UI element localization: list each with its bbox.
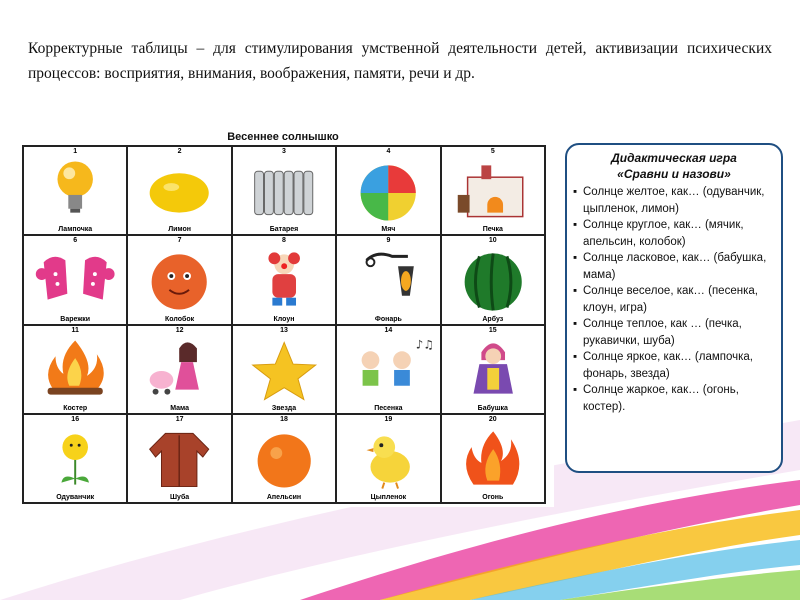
grandmother-icon [442, 334, 544, 404]
table-cell [127, 235, 231, 324]
radiator-icon [233, 155, 335, 225]
list-item: ▪ Солнце яркое, как… (лампочка, фонарь, звезда) [573, 351, 754, 380]
dandelion-icon [24, 423, 126, 493]
table-cell [23, 146, 127, 235]
table-cell [127, 414, 231, 503]
cell-label: Лимон [168, 226, 191, 234]
game-title-line1: Дидактическая игра [611, 151, 737, 165]
star-icon [233, 334, 335, 404]
lantern-icon [337, 244, 439, 314]
cell-number: 13 [280, 326, 288, 334]
list-item: ▪ Солнце круглое, как… (мячик, апельсин, колобок) [573, 219, 744, 248]
fur-coat-icon [128, 423, 230, 493]
list-item: ▪ Солнце желтое, как… (одуванчик, цыпленок, лимон) [573, 186, 765, 215]
list-item: ▪ Солнце жаркое, как… (огонь, костер). [573, 384, 739, 413]
cell-number: 5 [490, 148, 495, 155]
cell-label: Арбуз [482, 315, 504, 323]
table-cell [232, 325, 336, 414]
cell-label: Шуба [170, 494, 190, 501]
cell-label: Колобок [165, 315, 195, 323]
lamp-icon [24, 155, 126, 225]
mother-icon [128, 334, 230, 404]
bullet-icon: ▪ [573, 384, 578, 396]
cell-number: 7 [177, 237, 182, 245]
cell-number: 19 [384, 415, 393, 423]
table-title: Весеннее солнышко [227, 131, 339, 143]
cell-label: Песенка [374, 404, 403, 412]
cell-label: Фонарь [374, 315, 402, 323]
cell-label: Одуванчик [56, 494, 95, 501]
cell-number: 9 [386, 237, 391, 245]
cell-number: 4 [386, 148, 391, 155]
chick-icon [337, 423, 439, 493]
cell-number: 6 [73, 237, 78, 245]
cell-label: Апельсин [266, 494, 302, 501]
list-item: ▪ Солнце веселое, как… (песенка, клоун, игра) [573, 285, 758, 314]
table-cell [441, 325, 545, 414]
table-cell [441, 414, 545, 503]
cell-label: Цыпленок [370, 494, 407, 501]
cell-label: Звезда [271, 404, 297, 412]
list-item: ▪ Солнце ласковое, как… (бабушка, мама) [573, 252, 767, 281]
fire-icon [442, 423, 544, 493]
bullet-icon: ▪ [573, 219, 578, 231]
cell-number: 3 [282, 148, 286, 155]
correction-table [12, 127, 554, 507]
table-cell [336, 414, 440, 503]
cell-number: 16 [71, 415, 80, 423]
table-cell [336, 146, 440, 235]
clown-icon [233, 244, 335, 314]
table-cell [441, 235, 545, 324]
table-cell [127, 146, 231, 235]
cell-label: Мяч [381, 226, 396, 234]
cell-number: 12 [175, 326, 184, 334]
table-cell [336, 235, 440, 324]
table-cell [23, 414, 127, 503]
cell-label: Бабушка [477, 404, 508, 412]
cell-number: 14 [384, 326, 393, 334]
cell-label: Огонь [482, 494, 504, 501]
cell-label: Печка [482, 226, 503, 234]
game-list [573, 184, 775, 415]
table-cell [336, 325, 440, 414]
cell-label: Мама [170, 404, 189, 412]
game-title-line2: «Сравни и назови» [617, 167, 731, 181]
kolobok-icon [128, 244, 230, 314]
campfire-icon [24, 334, 126, 404]
bullet-icon: ▪ [573, 285, 578, 297]
lemon-icon [128, 155, 230, 225]
cell-number: 1 [73, 148, 78, 155]
svg-text:♪♫: ♪♫ [415, 336, 435, 351]
table-cell [127, 325, 231, 414]
mittens-icon [24, 244, 126, 314]
watermelon-icon [442, 244, 544, 314]
cell-label: Клоун [273, 315, 295, 323]
bullet-icon: ▪ [573, 351, 578, 363]
cell-number: 2 [177, 148, 182, 155]
cell-number: 20 [488, 415, 497, 423]
ball-icon [337, 155, 439, 225]
cell-number: 10 [488, 237, 497, 245]
cell-label: Батарея [269, 226, 299, 234]
cell-number: 11 [71, 326, 79, 334]
cell-label: Варежки [60, 315, 91, 323]
table-cell [23, 325, 127, 414]
list-item: ▪ Солнце теплое, как … (печка, рукавички, шуба) [573, 318, 742, 347]
cell-number: 18 [280, 415, 288, 423]
bullet-icon: ▪ [573, 186, 578, 198]
stove-icon [442, 155, 544, 225]
table-cell [441, 146, 545, 235]
children-singing-icon [337, 334, 439, 404]
cell-number: 8 [282, 237, 286, 245]
cell-number: 17 [175, 415, 184, 423]
table-cell [232, 235, 336, 324]
table-cell [232, 146, 336, 235]
table-grid [22, 145, 546, 504]
cell-label: Лампочка [58, 226, 93, 234]
bullet-icon: ▪ [573, 318, 578, 330]
didactic-game-box [565, 143, 783, 473]
intro-paragraph: Корректурные таблицы – для стимулирования умственной деятельности детей, активизации психических процессов: восприятия, внимания, воображения, памяти, речи и др. [28, 40, 772, 82]
table-cell [23, 235, 127, 324]
orange-icon [233, 423, 335, 493]
table-cell [232, 414, 336, 503]
cell-number: 15 [488, 326, 497, 334]
bullet-icon: ▪ [573, 252, 578, 264]
cell-label: Костер [63, 404, 88, 412]
